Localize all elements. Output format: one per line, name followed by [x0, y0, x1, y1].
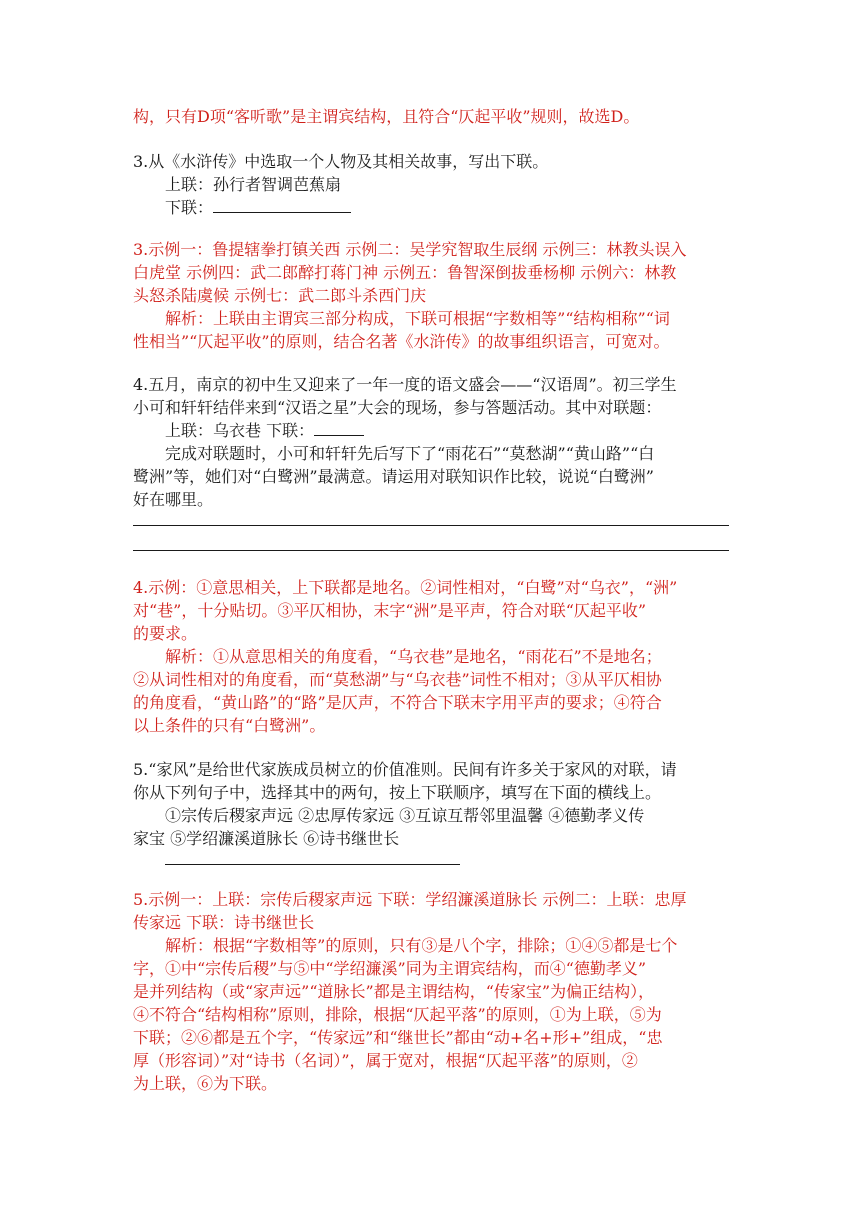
answer-rule-line: [133, 550, 729, 551]
analysis-4-line-2: ②从词性相对的角度看，而“莫愁湖”与“乌衣巷”词性不相对；③从平仄相协: [133, 670, 662, 689]
question-3-lower-label: 下联：: [165, 198, 214, 217]
question-5-options-line-2: 家宝 ⑤学绍濂溪道脉长 ⑥诗书继世长: [133, 829, 400, 848]
analysis-5-line-7: 为上联，⑥为下联。: [133, 1074, 278, 1093]
question-4-couplet-text: 上联：乌衣巷 下联：: [165, 421, 315, 440]
question-5-line-2: 你从下列句子中，选择其中的两句，按上下联顺序，填写在下面的横线上。: [133, 783, 662, 802]
question-4-line-2: 小可和轩轩结伴来到“汉语之星”大会的现场，参与答题活动。其中对联题：: [133, 398, 662, 417]
analysis-5-line-2: 字，①中“宗传后稷”与⑤中“学绍濂溪”同为主谓宾结构，而④“德勤孝义”: [133, 959, 647, 978]
question-3-text: 3.从《水浒传》中选取一个人物及其相关故事，写出下联。: [133, 152, 549, 171]
answer-3-line-3: 头怒杀陆虞候 示例七：武二郎斗杀西门庆: [133, 286, 427, 305]
answer-4-line-1: 4.示例：①意思相关，上下联都是地名。②词性相对，“白鹭”对“乌衣”，“洲”: [133, 578, 678, 597]
answer-rule-line: [165, 864, 460, 865]
answer-3-line-2: 白虎堂 示例四：武二郎醉打蒋门神 示例五：鲁智深倒拔垂杨柳 示例六：林教: [133, 263, 677, 282]
answer-5-line-2: 传家远 下联：诗书继世长: [133, 913, 315, 932]
question-4-line-6: 好在哪里。: [133, 490, 214, 509]
analysis-4-line-3: 的角度看，“黄山路”的“路”是仄声，不符合下联末字用平声的要求；④符合: [133, 693, 662, 712]
answer-blank-line: [213, 197, 351, 213]
question-5-options-line-1: ①宗传后稷家声远 ②忠厚传家远 ③互谅互帮邻里温馨 ④德勤孝义传: [165, 806, 645, 825]
answer-5-line-1: 5.示例一：上联：宗传后稷家声远 下联：学绍濂溪道脉长 示例二：上联：忠厚: [133, 890, 687, 909]
question-3-upper-couplet: 上联：孙行者智调芭蕉扇: [165, 175, 342, 194]
question-4-line-1: 4.五月，南京的初中生又迎来了一年一度的语文盛会——“汉语周”。初三学生: [133, 375, 677, 394]
analysis-5-line-1: 解析：根据“字数相等”的原则，只有③是八个字，排除；①④⑤都是七个: [165, 936, 678, 955]
analysis-4-line-1: 解析：①从意思相关的角度看，“乌衣巷”是地名，“雨花石”不是地名；: [165, 647, 662, 666]
analysis-3-line-2: 性相当”“仄起平收”的原则，结合名著《水浒传》的故事组织语言，可宽对。: [133, 332, 670, 351]
answer-blank-line: [314, 420, 364, 436]
question-3-lower-couplet: [165, 197, 351, 219]
analysis-5-line-5: 下联；②⑥都是五个字，“传家远”和“继世长”都由“动+名+形+”组成，“忠: [133, 1028, 663, 1047]
answer-3-line-1: 3.示例一：鲁提辖拳打镇关西 示例二：吴学究智取生辰纲 示例三：林教头误入: [133, 240, 687, 259]
analysis-5-line-3: 是并列结构（或“家声远”“道脉长”都是主谓结构，“传家宝”为偏正结构），: [133, 982, 655, 1001]
previous-answer-tail: 构，只有D项“客听歌”是主谓宾结构，且符合“仄起平收”规则，故选D。: [133, 107, 640, 126]
analysis-5-line-4: ④不符合“结构相称”原则，排除，根据“仄起平落”的原则，①为上联，⑤为: [133, 1005, 662, 1024]
analysis-5-line-6: 厚（形容词）”对“诗书（名词）”，属于宽对，根据“仄起平落”的原则，②: [133, 1051, 638, 1070]
answer-4-line-2: 对“巷”，十分贴切。③平仄相协，末字“洲”是平声，符合对联“仄起平收”: [133, 601, 647, 620]
question-4-line-5: 鹭洲”等，她们对“白鹭洲”最满意。请运用对联知识作比较，说说“白鹭洲”: [133, 467, 654, 486]
analysis-3-line-1: 解析：上联由主谓宾三部分构成，下联可根据“字数相等”“结构相称”“词: [165, 309, 670, 328]
question-4-line-4: 完成对联题时，小可和轩轩先后写下了“雨花石”“莫愁湖”“黄山路”“白: [165, 444, 655, 463]
analysis-4-line-4: 以上条件的只有“白鹭洲”。: [133, 716, 326, 735]
answer-4-line-3: 的要求。: [133, 624, 198, 643]
question-4-couplet: [165, 420, 364, 442]
question-5-line-1: 5.“家风”是给世代家族成员树立的价值准则。民间有许多关于家风的对联，请: [133, 760, 677, 779]
answer-rule-line: [133, 525, 729, 526]
